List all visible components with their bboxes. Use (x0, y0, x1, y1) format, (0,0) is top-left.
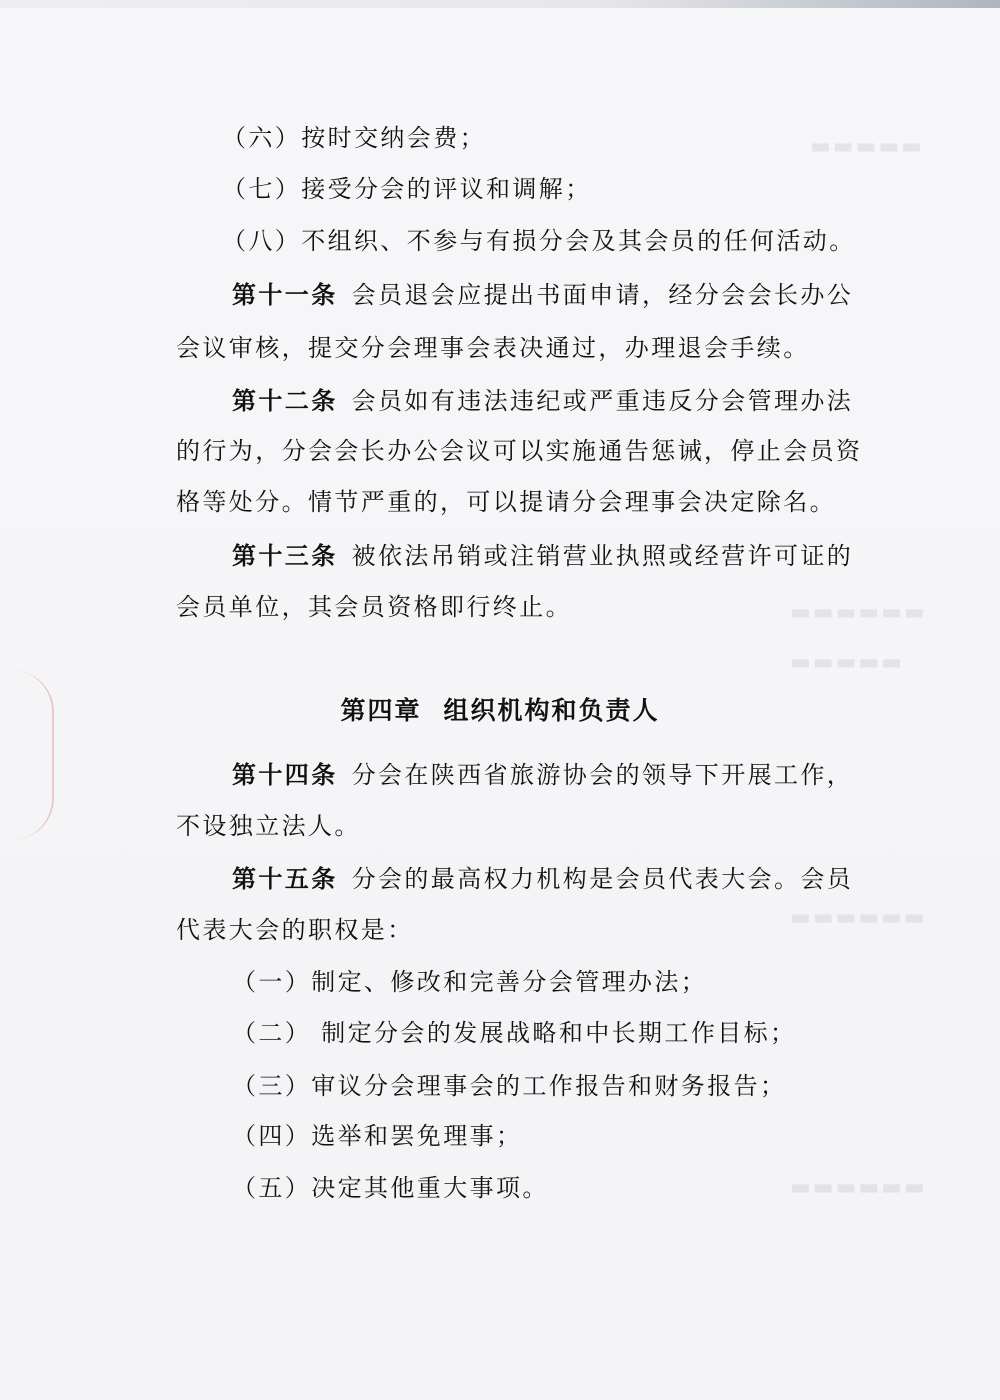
list-item-3: （三）审议分会理事会的工作报告和财务报告； (232, 1072, 787, 1100)
article-11: 第十一条 会员退会应提出书面申请，经分会会长办公 (232, 280, 854, 309)
bleed-through-texture: ▬▬▬▬▬ (790, 650, 904, 675)
chapter-number: 第四章 (340, 696, 422, 725)
article-11-continued: 会议审核，提交分会理事会表决通过，办理退会手续。 (176, 334, 810, 362)
article-12-continued: 的行为，分会会长办公会议可以实施通告惩诫，停止会员资 (176, 437, 863, 465)
bleed-through-texture: ▬▬▬▬▬▬ (790, 1175, 927, 1200)
article-number: 第十五条 (232, 864, 338, 893)
article-14: 第十四条 分会在陕西省旅游协会的领导下开展工作， (232, 760, 854, 789)
article-15: 第十五条 分会的最高权力机构是会员代表大会。会员 (232, 864, 854, 893)
list-item-7: （七）接受分会的评议和调解； (222, 175, 592, 203)
list-item-2: （二） 制定分会的发展战略和中长期工作目标； (232, 1019, 797, 1047)
article-number: 第十二条 (232, 386, 338, 415)
article-number: 第十四条 (232, 760, 338, 789)
article-12: 第十二条 会员如有违法违纪或严重违反分会管理办法 (232, 386, 854, 415)
article-15-continued: 代表大会的职权是： (176, 916, 414, 944)
chapter-heading (0, 695, 1000, 727)
list-item-4: （四）选举和罢免理事； (232, 1122, 523, 1150)
article-number: 第十一条 (232, 280, 338, 309)
bleed-through-texture: ▬▬▬▬▬▬ (790, 905, 927, 930)
list-item-5: （五）决定其他重大事项。 (232, 1174, 549, 1202)
chapter-title: 组织机构和负责人 (443, 696, 660, 725)
list-item-1: （一）制定、修改和完善分会管理办法； (232, 968, 708, 996)
bleed-through-texture: ▬▬▬▬▬▬ (790, 600, 927, 625)
list-item-6: （六）按时交纳会费； (222, 124, 486, 152)
article-12-continued: 格等处分。情节严重的，可以提请分会理事会决定除名。 (176, 488, 836, 516)
bleed-through-texture: ▬▬▬▬▬ (810, 134, 924, 159)
list-item-8: （八）不组织、不参与有损分会及其会员的任何活动。 (222, 227, 856, 255)
article-number: 第十三条 (232, 541, 338, 570)
article-14-continued: 不设独立法人。 (176, 812, 361, 840)
scan-edge (0, 0, 1000, 8)
article-13-continued: 会员单位，其会员资格即行终止。 (176, 593, 572, 621)
article-13: 第十三条 被依法吊销或注销营业执照或经营许可证的 (232, 541, 854, 570)
